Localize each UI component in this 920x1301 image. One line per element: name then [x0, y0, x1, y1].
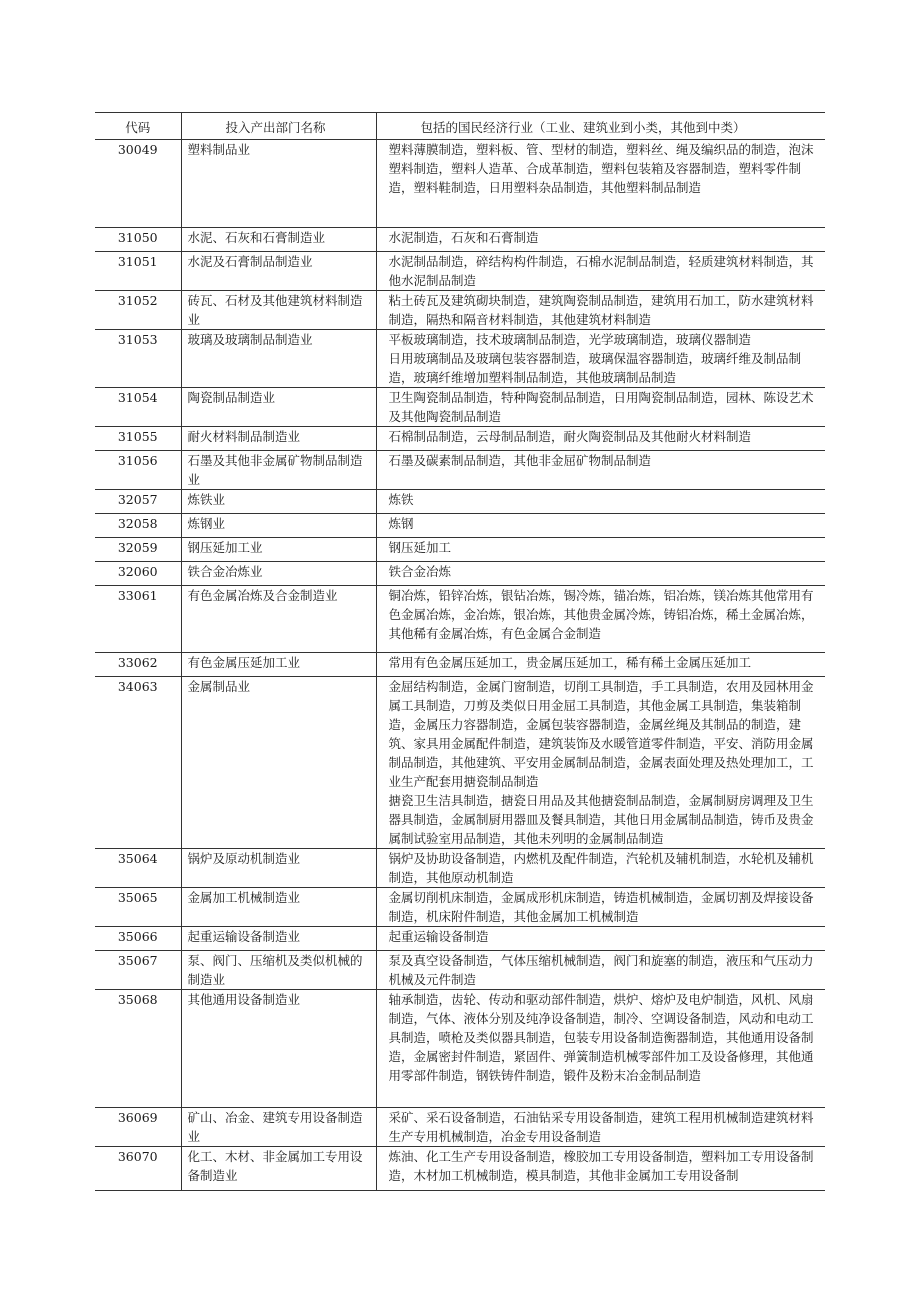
- sector-name: 石墨及其他非金属矿物制品制造业: [181, 451, 376, 490]
- sector-code: 36070: [95, 1147, 181, 1191]
- included-industries: 平板玻璃制造，技术玻璃制品制造，光学玻璃制造，玻璃仪器制造 日用玻璃制品及玻璃包装容器制造，玻璃保温容器制造，玻璃纤维及制品制造，玻璃纤维增加塑料制品制造，其他玻璃制品制造: [376, 330, 825, 388]
- sector-code: 31055: [95, 427, 181, 451]
- included-industries: 铜冶炼，铅锌冶炼，银钻冶炼，锡冷炼，锚冶炼，铝冶炼，镁冶炼其他常用有色金属冶炼，金冶炼，银冶炼，其他贵金属冷炼，铸铝冶炼，稀土金属冶炼，其他稀有金属冶炼，有色金属合金制造: [376, 586, 825, 653]
- sector-code: 35067: [95, 951, 181, 990]
- table-row: [95, 562, 825, 586]
- table-row: [95, 990, 825, 1108]
- header-sector-name: 投入产出部门名称: [181, 113, 376, 140]
- sector-code: 31053: [95, 330, 181, 388]
- sector-name: 锅炉及原动机制造业: [181, 849, 376, 888]
- included-industries: 水泥制造，石灰和石膏制造: [376, 228, 825, 252]
- included-industries: 采矿、采石设备制造，石油钻采专用设备制造，建筑工程用机械制造建筑材料生产专用机械制造，冶金专用设备制造: [376, 1108, 825, 1147]
- sector-name: 炼铁业: [181, 490, 376, 514]
- table-row: [95, 388, 825, 427]
- sector-code: 35064: [95, 849, 181, 888]
- sector-code: 32059: [95, 538, 181, 562]
- table-row: [95, 490, 825, 514]
- sector-code: 35066: [95, 927, 181, 951]
- table-row: [95, 451, 825, 490]
- sector-name: 有色金属压延加工业: [181, 653, 376, 677]
- included-industries: 铁合金冶炼: [376, 562, 825, 586]
- sector-name: 玻璃及玻璃制品制造业: [181, 330, 376, 388]
- included-industries: 炼钢: [376, 514, 825, 538]
- sector-code: 32057: [95, 490, 181, 514]
- included-industries: 钢压延加工: [376, 538, 825, 562]
- included-industries: 泵及真空设备制造，气体压缩机械制造，阀门和旋塞的制造，液压和气压动力机械及元件制造: [376, 951, 825, 990]
- table-row: [95, 653, 825, 677]
- table-body: [95, 140, 825, 1191]
- sector-name: 有色金属冶炼及合金制造业: [181, 586, 376, 653]
- sector-name: 水泥及石膏制品制造业: [181, 252, 376, 291]
- sector-code: 33061: [95, 586, 181, 653]
- sector-name: 金属加工机械制造业: [181, 888, 376, 927]
- included-industries: 卫生陶瓷制品制造，特种陶瓷制品制造，日用陶瓷制品制造，园林、陈设艺术及其他陶瓷制品制造: [376, 388, 825, 427]
- industry-classification-document: [95, 112, 825, 1191]
- sector-code: 31056: [95, 451, 181, 490]
- sector-code: 36069: [95, 1108, 181, 1147]
- table-header-row: [95, 113, 825, 140]
- sector-name: 耐火材料制品制造业: [181, 427, 376, 451]
- table-row: [95, 140, 825, 228]
- included-industries: 塑料薄膜制造，塑料板、管、型材的制造，塑料丝、绳及编织品的制造，泡沫塑料制造，塑料人造革、合成革制造，塑料包装箱及容器制造，塑料零件制造，塑料鞋制造，日用塑料杂品制造，其他塑料制品制造: [376, 140, 825, 228]
- sector-name: 化工、木材、非金属加工专用设备制造业: [181, 1147, 376, 1191]
- table-row: [95, 1147, 825, 1191]
- industry-table: [95, 112, 825, 1191]
- table-row: [95, 888, 825, 927]
- included-industries: 炼铁: [376, 490, 825, 514]
- sector-code: 35065: [95, 888, 181, 927]
- sector-code: 31054: [95, 388, 181, 427]
- sector-name: 铁合金冶炼业: [181, 562, 376, 586]
- sector-code: 34063: [95, 677, 181, 849]
- included-industries: 炼油、化工生产专用设备制造，橡胶加工专用设备制造，塑料加工专用设备制造，木材加工机械制造，模具制造，其他非金属加工专用设备制: [376, 1147, 825, 1191]
- included-industries: 常用有色金属压延加工，贵金属压延加工，稀有稀土金属压延加工: [376, 653, 825, 677]
- sector-code: 32060: [95, 562, 181, 586]
- table-row: [95, 538, 825, 562]
- included-industries: 石棉制品制造，云母制品制造，耐火陶瓷制品及其他耐火材料制造: [376, 427, 825, 451]
- sector-name: 塑料制品业: [181, 140, 376, 228]
- table-row: [95, 252, 825, 291]
- table-row: [95, 514, 825, 538]
- sector-code: 35068: [95, 990, 181, 1108]
- sector-name: 其他通用设备制造业: [181, 990, 376, 1108]
- table-row: [95, 1108, 825, 1147]
- sector-name: 砖瓦、石材及其他建筑材料制造业: [181, 291, 376, 330]
- header-code: 代码: [95, 113, 181, 140]
- sector-name: 水泥、石灰和石膏制造业: [181, 228, 376, 252]
- included-industries: 金屈结构制造，金属门窗制造，切削工具制造，手工具制造，农用及园林用金属工具制造，刀剪及类似日用金屈工具制造，其他金属工具制造，集装箱制造，金属压力容器制造，金属包装容器制造，金属丝绳及其制品的制造，建筑、家具用金属配件制造，建筑装饰及水暖管道零件制造，平安、消防用金属制品制造，其他建筑、平安用金属制品制造，金属表面处理及热处理加工，工业生产配套用搪瓷制品制造 搪瓷卫生洁具制造，搪瓷日用品及其他搪瓷制品制造，金属制厨房调理及卫生器具制造，金属制厨用器皿及餐具制造，其他日用金属制品制造，铸币及贵金属制试验室用品制造，其他未列明的金属制品制造: [376, 677, 825, 849]
- included-industries: 水泥制品制造，碎结构构件制造，石棉水泥制品制造，轻质建筑材料制造，其他水泥制品制造: [376, 252, 825, 291]
- sector-code: 31050: [95, 228, 181, 252]
- sector-code: 33062: [95, 653, 181, 677]
- sector-code: 30049: [95, 140, 181, 228]
- table-row: [95, 427, 825, 451]
- sector-name: 钢压延加工业: [181, 538, 376, 562]
- table-row: [95, 291, 825, 330]
- included-industries: 粘土砖瓦及建筑砌块制造，建筑陶瓷制品制造，建筑用石加工，防水建筑材料制造，隔热和隔音材料制造，其他建筑材料制造: [376, 291, 825, 330]
- included-industries: 金属切削机床制造，金属成形机床制造，铸造机械制造，金属切割及焊接设备制造，机床附件制造，其他金属加工机械制造: [376, 888, 825, 927]
- sector-code: 32058: [95, 514, 181, 538]
- included-industries: 起重运输设备制造: [376, 927, 825, 951]
- sector-name: 起重运输设备制造业: [181, 927, 376, 951]
- table-row: [95, 927, 825, 951]
- table-row: [95, 330, 825, 388]
- sector-code: 31051: [95, 252, 181, 291]
- sector-name: 炼钢业: [181, 514, 376, 538]
- sector-name: 金属制品业: [181, 677, 376, 849]
- sector-name: 矿山、冶金、建筑专用设备制造业: [181, 1108, 376, 1147]
- sector-name: 泵、阀门、压缩机及类似机械的制造业: [181, 951, 376, 990]
- sector-name: 陶瓷制品制造业: [181, 388, 376, 427]
- included-industries: 锅炉及协助设备制造，内燃机及配件制造，汽轮机及辅机制造，水轮机及辅机制造，其他原动机制造: [376, 849, 825, 888]
- table-row: [95, 228, 825, 252]
- sector-code: 31052: [95, 291, 181, 330]
- header-included-industries: 包括的国民经济行业（工业、建筑业到小类，其他到中类）: [376, 113, 825, 140]
- included-industries: 石墨及碳素制品制造，其他非金屈矿物制品制造: [376, 451, 825, 490]
- table-row: [95, 586, 825, 653]
- table-row: [95, 849, 825, 888]
- included-industries: 轴承制造，齿轮、传动和驱动部件制造，烘炉、熔炉及电炉制造，风机、风扇制造，气体、液体分别及纯净设备制造，制冷、空调设备制造，风动和电动工具制造，喷枪及类似器具制造，包装专用设备制造衡器制造，其他通用设备制造，金属密封件制造，紧固件、弹簧制造机械零部件加工及设备修理，其他通用零部件制造，钢铁铸件制造，锻件及粉末冶金制品制造: [376, 990, 825, 1108]
- table-row: [95, 951, 825, 990]
- table-row: [95, 677, 825, 849]
